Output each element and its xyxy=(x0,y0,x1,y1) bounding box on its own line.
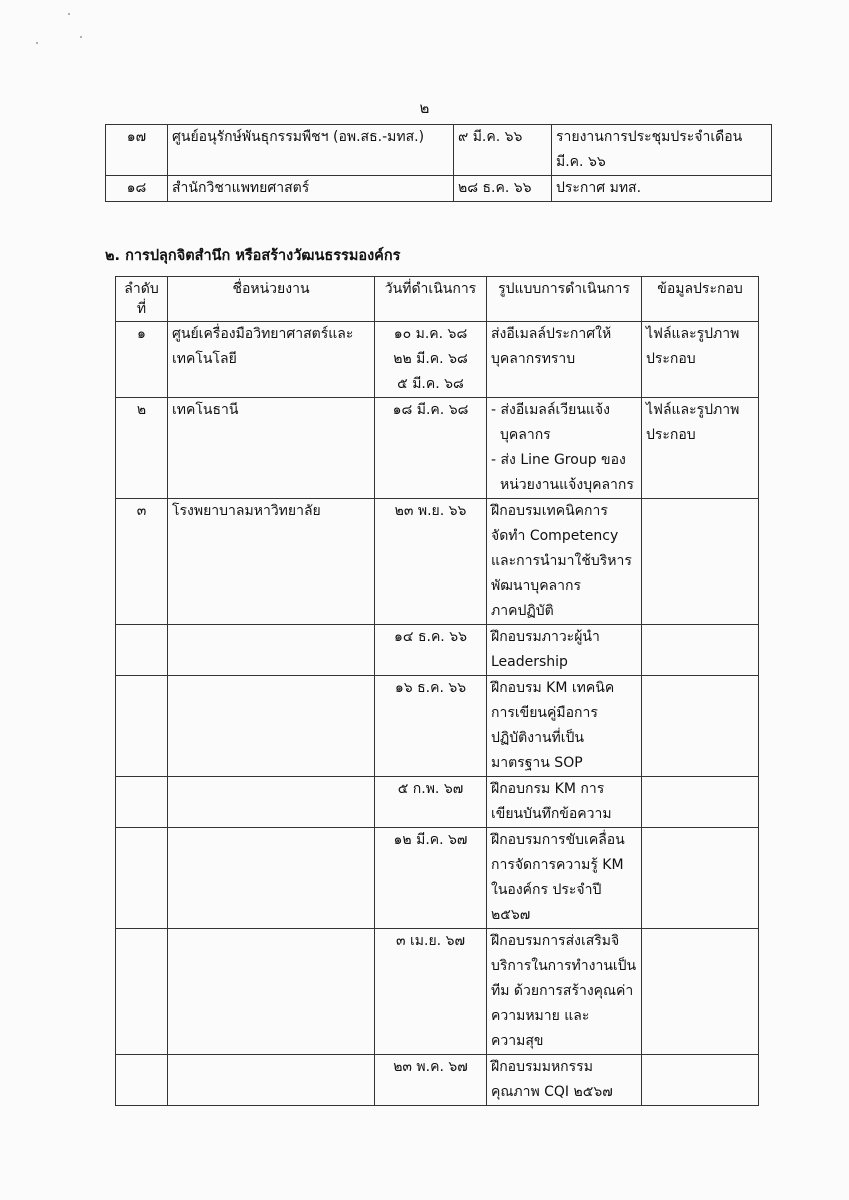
header-unit: ชื่อหน่วยงาน xyxy=(168,277,375,322)
row-unit xyxy=(168,176,454,202)
row-format-line: บริการในการทำงานเป็น xyxy=(491,958,637,974)
row-date xyxy=(454,125,552,176)
row-no xyxy=(116,625,168,676)
row-date-line: ๑๔ ธ.ค. ๖๖ xyxy=(394,629,467,645)
row-date xyxy=(375,929,487,1055)
header-evidence: ข้อมูลประกอบ xyxy=(642,277,759,322)
page-number: ๒ xyxy=(419,99,430,117)
table-row xyxy=(116,1055,759,1106)
row-format-line: ฝึกอบรมภาวะผู้นำ xyxy=(491,629,600,645)
row-format-line: คุณภาพ CQI ๒๕๖๗ xyxy=(491,1084,613,1100)
row-format-line: ฝึกอบรม KM เทคนิค xyxy=(491,680,615,696)
row-unit xyxy=(168,322,375,398)
continued-table xyxy=(105,124,772,202)
row-date-line: ๙ มี.ค. ๖๖ xyxy=(458,129,523,145)
row-no-line: ๒ xyxy=(136,402,147,418)
row-no xyxy=(116,322,168,398)
row-unit-line: เทคโนธานี xyxy=(172,402,239,418)
row-evidence xyxy=(642,828,759,929)
row-format-line: ประกาศ มทส. xyxy=(556,180,642,196)
row-evidence xyxy=(642,676,759,777)
row-date-line: ๒๓ พ.ค. ๖๗ xyxy=(393,1059,468,1075)
row-no xyxy=(116,777,168,828)
row-format-line: ฝึกอบรมมหกรรม xyxy=(491,1059,593,1075)
row-unit-line: เทคโนโลยี xyxy=(172,351,237,367)
row-format-line: ทีม ด้วยการสร้างคุณค่า xyxy=(491,983,634,999)
row-format xyxy=(552,125,772,176)
row-no xyxy=(116,1055,168,1106)
row-evidence xyxy=(642,625,759,676)
row-date-line: ๑๘ มี.ค. ๖๘ xyxy=(392,402,469,418)
row-format-line: ปฏิบัติงานที่เป็น xyxy=(491,730,585,746)
row-format xyxy=(487,676,642,777)
row-date-line: ๕ มี.ค. ๖๘ xyxy=(397,376,464,392)
table-header-row xyxy=(116,277,759,322)
row-date xyxy=(375,777,487,828)
table-row xyxy=(116,929,759,1055)
table-row xyxy=(116,322,759,398)
row-no-line: ๑๘ xyxy=(126,180,147,196)
row-format xyxy=(487,929,642,1055)
row-unit xyxy=(168,398,375,499)
row-date-line: ๒๓ พ.ย. ๖๖ xyxy=(394,503,467,519)
row-unit xyxy=(168,499,375,625)
section-heading: ๒. การปลุกจิตสำนึก หรือสร้างวัฒนธรรมองค์กร xyxy=(105,248,401,264)
row-unit xyxy=(168,828,375,929)
row-unit xyxy=(168,777,375,828)
row-format-line: ในองค์กร ประจำปี xyxy=(491,882,602,898)
row-evidence-line: ประกอบ xyxy=(646,427,696,443)
row-date-line: ๒๒ มี.ค. ๖๘ xyxy=(393,351,468,367)
row-no-line: ๓ xyxy=(136,503,147,519)
row-format-line: Leadership xyxy=(491,654,568,670)
row-unit-line: ศูนย์เครื่องมือวิทยาศาสตร์และ xyxy=(172,326,354,342)
row-date-line: ๒๘ ธ.ค. ๖๖ xyxy=(458,180,532,196)
header-format: รูปแบบการดำเนินการ xyxy=(487,277,642,322)
row-no-line: ๑๗ xyxy=(126,129,147,145)
scan-speck xyxy=(36,42,38,44)
row-format-line: ฝึกอบรมการขับเคลื่อน xyxy=(491,832,625,848)
row-date xyxy=(375,625,487,676)
row-date-line: ๑๐ ม.ค. ๖๘ xyxy=(393,326,468,342)
row-unit xyxy=(168,1055,375,1106)
row-format-line: ฝึกอบรมเทคนิคการ xyxy=(491,503,608,519)
row-format-line: ฝึกอบรมการส่งเสริมจิ xyxy=(491,933,620,949)
activity-table xyxy=(115,276,759,1106)
row-date xyxy=(375,828,487,929)
table-row xyxy=(116,676,759,777)
row-format xyxy=(552,176,772,202)
row-format-line: บุคลากร xyxy=(500,427,551,443)
row-date xyxy=(375,1055,487,1106)
scan-speck xyxy=(68,13,70,15)
row-format xyxy=(487,625,642,676)
table-row xyxy=(116,625,759,676)
row-unit-line: โรงพยาบาลมหาวิทยาลัย xyxy=(172,503,321,519)
row-date xyxy=(375,322,487,398)
row-format-line: การเขียนคู่มือการ xyxy=(491,705,598,721)
row-date-line: ๓ เม.ย. ๖๗ xyxy=(395,933,465,949)
row-evidence xyxy=(642,499,759,625)
row-unit-line: สำนักวิชาแพทยศาสตร์ xyxy=(172,180,310,196)
row-format-line: บุคลากรทราบ xyxy=(491,351,576,367)
row-evidence xyxy=(642,322,759,398)
row-unit xyxy=(168,625,375,676)
row-format-line: รายงานการประชุมประจำเดือน xyxy=(556,129,743,145)
row-evidence-line: ไฟล์และรูปภาพ xyxy=(646,402,740,418)
row-format-line: - ส่งอีเมลล์เวียนแจ้ง xyxy=(491,402,610,418)
row-evidence xyxy=(642,777,759,828)
row-unit xyxy=(168,929,375,1055)
row-format-line: ความหมาย และ xyxy=(491,1008,590,1024)
row-date xyxy=(454,176,552,202)
row-date xyxy=(375,499,487,625)
row-no xyxy=(116,828,168,929)
row-format-line: มาตรฐาน SOP xyxy=(491,755,583,771)
row-evidence xyxy=(642,398,759,499)
table-row xyxy=(106,176,772,202)
row-format-line: เขียนบันทึกข้อความ xyxy=(491,806,612,822)
row-format-line: มี.ค. ๖๖ xyxy=(556,154,606,170)
row-format-line: หน่วยงานแจ้งบุคลากร xyxy=(500,477,634,493)
row-evidence xyxy=(642,929,759,1055)
row-format xyxy=(487,398,642,499)
row-date-line: ๑๒ มี.ค. ๖๗ xyxy=(393,832,468,848)
row-unit-line: ศูนย์อนุรักษ์พันธุกรรมพืชฯ (อพ.สธ.-มทส.) xyxy=(172,129,425,145)
row-format-line: - ส่ง Line Group ของ xyxy=(491,452,626,468)
row-format-line: ภาคปฏิบัติ xyxy=(491,603,554,619)
row-evidence xyxy=(642,1055,759,1106)
row-format-line: ฝึกอบกรม KM การ xyxy=(491,781,605,797)
table-row xyxy=(116,828,759,929)
row-format xyxy=(487,1055,642,1106)
row-date-line: ๕ ก.พ. ๖๗ xyxy=(397,781,464,797)
row-format-line: ๒๕๖๗ xyxy=(491,907,531,923)
header-no: ลำดับที่ xyxy=(116,277,168,322)
table-row xyxy=(116,398,759,499)
row-unit xyxy=(168,676,375,777)
table-row xyxy=(116,777,759,828)
row-format xyxy=(487,828,642,929)
row-no xyxy=(116,929,168,1055)
row-evidence-line: ไฟล์และรูปภาพ xyxy=(646,326,740,342)
header-date: วันที่ดำเนินการ xyxy=(375,277,487,322)
row-no-line: ๑ xyxy=(137,326,146,342)
row-no xyxy=(106,125,168,176)
row-format xyxy=(487,322,642,398)
row-format-line: และการนำมาใช้บริหาร xyxy=(491,553,632,569)
row-date xyxy=(375,398,487,499)
row-evidence-line: ประกอบ xyxy=(646,351,696,367)
scan-speck xyxy=(80,36,82,38)
row-date xyxy=(375,676,487,777)
row-no xyxy=(116,676,168,777)
row-date-line: ๑๖ ธ.ค. ๖๖ xyxy=(394,680,467,696)
row-no xyxy=(106,176,168,202)
row-unit xyxy=(168,125,454,176)
row-format-line: จัดทำ Competency xyxy=(491,528,619,544)
table-row xyxy=(106,125,772,176)
row-format xyxy=(487,499,642,625)
row-format-line: การจัดการความรู้ KM xyxy=(491,857,624,873)
row-no xyxy=(116,398,168,499)
row-format-line: พัฒนาบุคลากร xyxy=(491,578,581,594)
row-format-line: ความสุข xyxy=(491,1033,544,1049)
row-format-line: ส่งอีเมลล์ประกาศให้ xyxy=(491,326,612,342)
row-format xyxy=(487,777,642,828)
table-row xyxy=(116,499,759,625)
row-no xyxy=(116,499,168,625)
